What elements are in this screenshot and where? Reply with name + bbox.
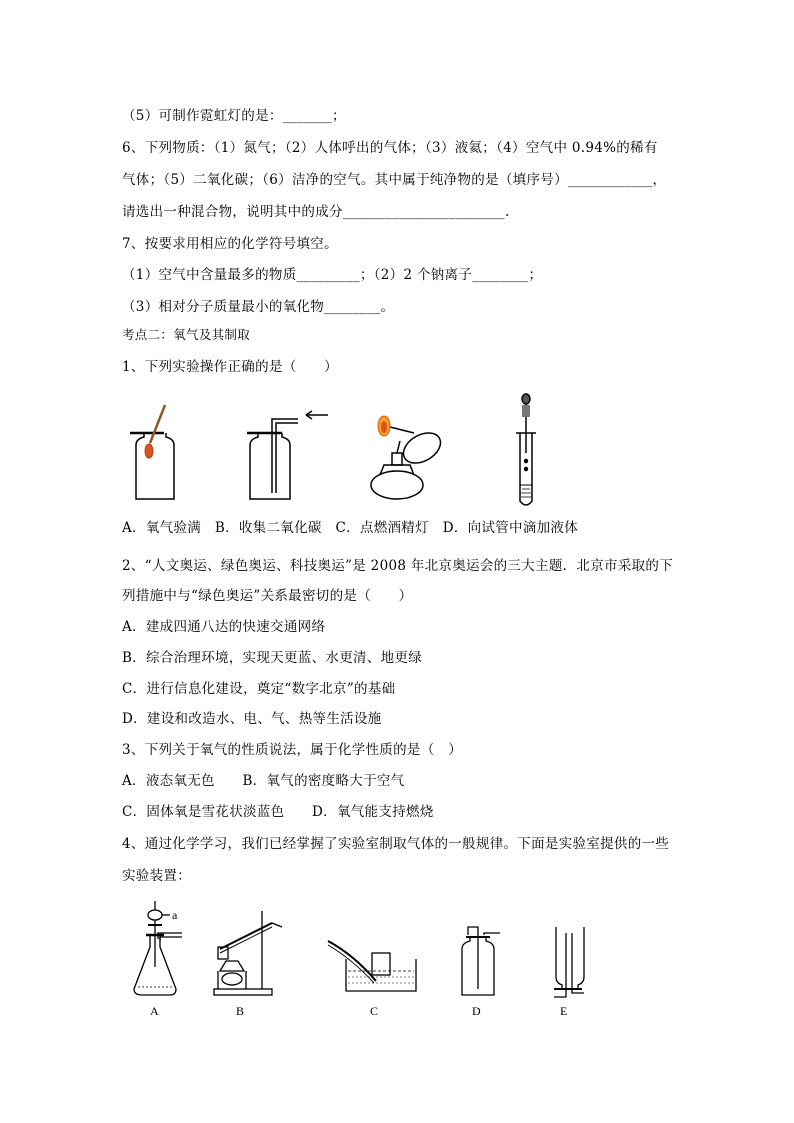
apparatus-d-icon: [462, 927, 500, 995]
question-7: 7、按要求用相应的化学符号填空。: [122, 236, 338, 252]
exercise-3-options-cd: C．固体氧是雪花状淡蓝色 D．氧气能支持燃烧: [122, 804, 434, 820]
exercise-4: 4、通过化学学习，我们已经掌握了实验室制取气体的一般规律。下面是实验室提供的一些: [122, 836, 670, 852]
dropper-test-tube-icon: [516, 394, 536, 505]
exercise-2-option-a: A．建成四通八达的快速交通网络: [122, 619, 326, 635]
apparatus-a-valve-label: a: [172, 908, 178, 922]
lab-operations-figure: [122, 393, 622, 508]
oxygen-test-icon: [130, 405, 174, 499]
alcohol-lamp-icon: [371, 416, 446, 499]
question-6: 6、下列物质：（1）氮气；（2）人体呼出的气体；（3）液氦；（4）空气中 0.94%的稀有: [122, 140, 658, 156]
exercise-2-option-b: B．综合治理环境，实现天更蓝、水更清、地更绿: [122, 650, 423, 666]
section-heading: 考点二：氧气及其制取: [122, 327, 251, 342]
apparatus-label-e: E: [560, 1004, 568, 1018]
apparatus-label-b: B: [236, 1004, 245, 1018]
exercise-3: 3、下列关于氧气的性质说法，属于化学性质的是（ ）: [122, 742, 463, 758]
apparatus-label-d: D: [472, 1004, 481, 1018]
question-6-mixture: 请选出一种混合物，说明其中的成分_______________________.: [122, 204, 510, 220]
apparatus-label-c: C: [370, 1004, 379, 1018]
exercise-4-cont: 实验装置：: [122, 868, 191, 884]
exercise-2-option-c: C．进行信息化建设，奠定“数字北京”的基础: [122, 681, 396, 697]
apparatus-e-icon: [554, 927, 584, 997]
exercise-2: 2、“人文奥运、绿色奥运、科技奥运”是 2008 年北京奥运会的三大主题．北京市采取的下: [122, 558, 674, 574]
exercise-2-cont: 列措施中与“绿色奥运”关系最密切的是（ ）: [122, 588, 413, 604]
line-q5-neon: （5）可制作霓虹灯的是：_______；: [122, 108, 346, 124]
exercise-2-option-d: D．建设和改造水、电、气、热等生活设施: [122, 711, 382, 727]
exercise-1: 1、下列实验操作正确的是（ ）: [122, 359, 338, 375]
exercise-3-options-ab: A．液态氧无色 B．氧气的密度略大于空气: [122, 773, 405, 789]
gas-collection-icon: [247, 411, 328, 499]
apparatus-label-a: A: [150, 1004, 159, 1018]
exercise-1-options: A．氧气验满 B．收集二氧化碳 C．点燃酒精灯 D．向试管中滴加液体: [122, 520, 579, 536]
question-7-part1: （1）空气中含量最多的物质_________；（2）2 个钠离子________；: [122, 267, 543, 283]
question-7-part3: （3）相对分子质量最小的氧化物________。: [122, 299, 395, 315]
question-6-cont: 气体；（5）二氧化碳；（6）洁净的空气。其中属于纯净物的是（填序号）____________，: [122, 172, 667, 188]
apparatus-figure: [122, 897, 602, 1002]
apparatus-c-icon: [328, 941, 416, 991]
apparatus-b-icon: [214, 911, 282, 995]
